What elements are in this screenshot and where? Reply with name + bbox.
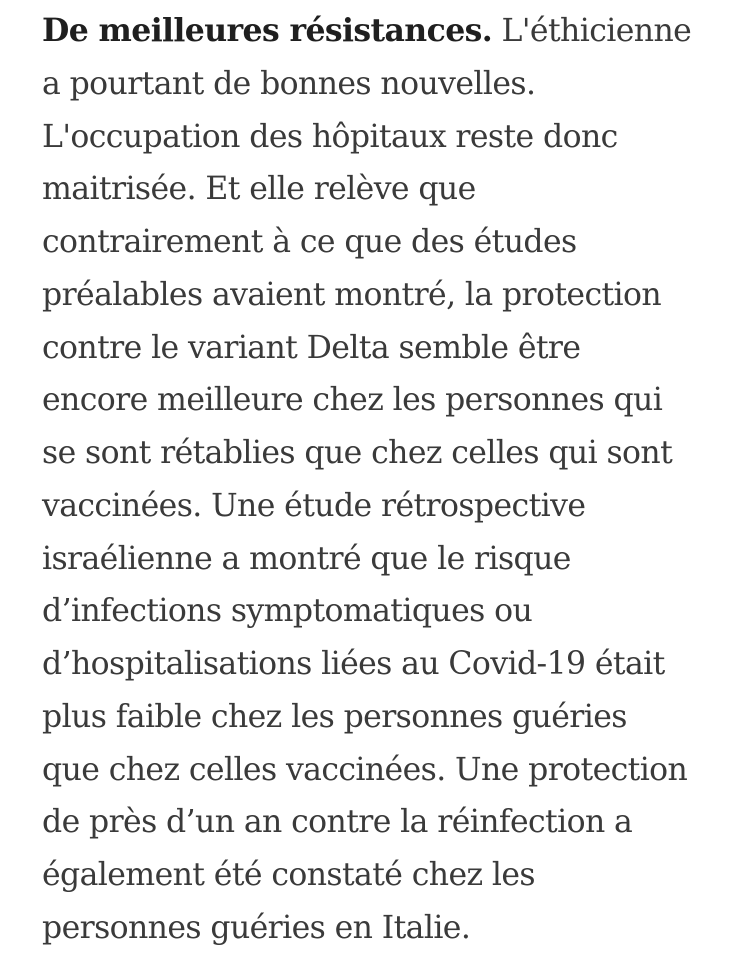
paragraph-line-10: vaccinées. Une étude rétrospective — [42, 487, 586, 524]
paragraph-line-6: préalables avaient montré, la protection — [42, 276, 662, 313]
paragraph-text: L'éthicienne — [492, 13, 692, 49]
paragraph-line-3: L'occupation des hôpitaux reste donc — [42, 118, 618, 155]
paragraph-line-1 — [42, 5, 732, 58]
paragraph-line-11: israélienne a montré que le risque — [42, 540, 571, 577]
paragraph-line-12: d’infections symptomatiques ou — [42, 593, 533, 630]
paragraph-line-9: se sont rétablies que chez celles qui sont — [42, 435, 673, 471]
paragraph-line-13: d’hospitalisations liées au Covid-19 était — [42, 646, 665, 682]
paragraph-line-15: que chez celles vaccinées. Une protection — [42, 751, 688, 788]
paragraph-heading: De meilleures résistances. — [42, 12, 493, 49]
paragraph-line-4: maitrisée. Et elle relève que — [42, 171, 476, 208]
paragraph-line-5: contrairement à ce que des études — [42, 224, 577, 260]
paragraph-line-8: encore meilleure chez les personnes qui — [42, 382, 663, 419]
paragraph-line-16: de près d’un an contre la réinfection a — [42, 804, 633, 841]
paragraph-line-18: personnes guéries en Italie. — [42, 909, 471, 946]
paragraph-line-14: plus faible chez les personnes guéries — [42, 698, 627, 735]
paragraph-line-17: également été constaté chez les — [42, 857, 535, 893]
article-paragraph — [42, 5, 732, 955]
paragraph-line-2: a pourtant de bonnes nouvelles. — [42, 65, 536, 102]
paragraph-line-7: contre le variant Delta semble être — [42, 329, 581, 366]
